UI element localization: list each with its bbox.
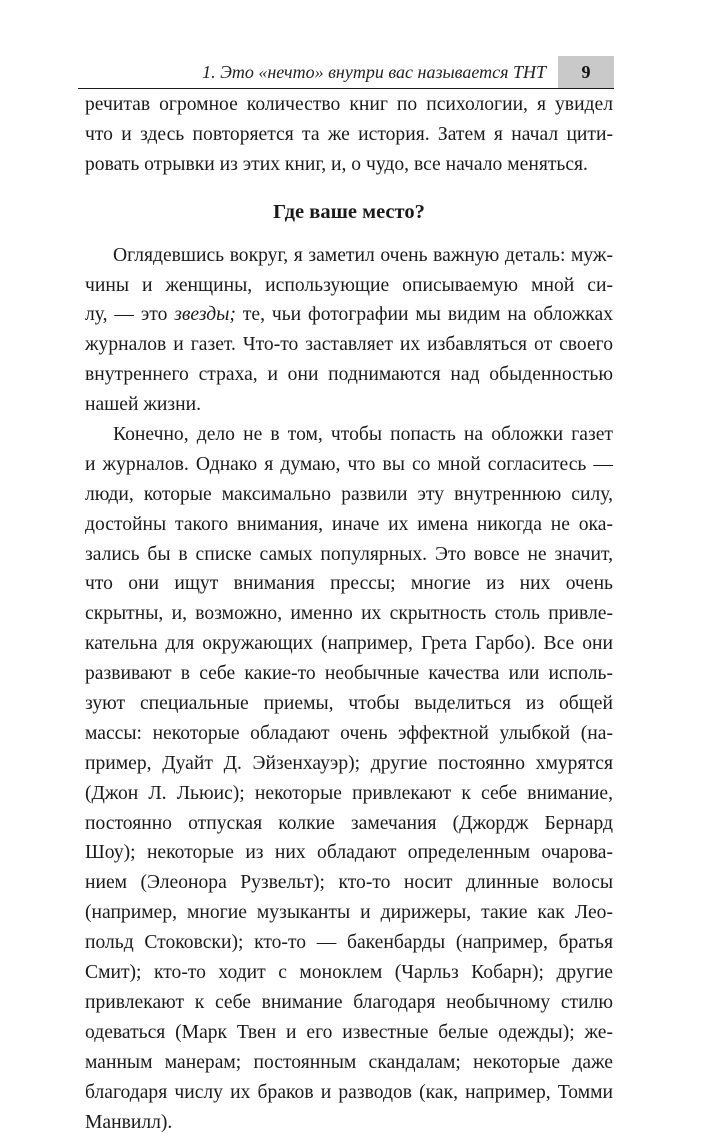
text-line: Смит); кто-то ходит с моноклем (Чарльз Кобарн); другие xyxy=(85,958,613,988)
text-line: Оглядевшись вокруг, я заметил очень важную деталь: муж- xyxy=(85,241,613,271)
text-line: развивают в себе какие-то необычные качества или исполь- xyxy=(85,659,613,689)
text-line: манным манерам; постоянным скандалам; некоторые даже xyxy=(85,1048,613,1078)
text-line: пример, Дуайт Д. Эйзенхауэр); другие постоянно хмурятся xyxy=(85,749,613,779)
text-line: нашей жизни. xyxy=(85,390,613,420)
text-line: внутреннего страха, и они поднимаются над обыденностью xyxy=(85,360,613,390)
text-line: Манвилл). xyxy=(85,1108,613,1137)
text-line: зуют специальные приемы, чтобы выделиться из общей xyxy=(85,689,613,719)
text-line: скрытны, и, возможно, именно их скрытность столь привле- xyxy=(85,599,613,629)
text-fragment: те, чьи фотографии мы видим на обложках xyxy=(236,304,613,325)
text-line: благодаря числу их браков и разводов (как, например, Томми xyxy=(85,1078,613,1108)
text-line: люди, которые максимально развили эту внутреннюю силу, xyxy=(85,480,613,510)
text-line: привлекают к себе внимание благодаря необычному стилю xyxy=(85,988,613,1018)
text-line: Шоу); некоторые из них обладают определенным очарова- xyxy=(85,838,613,868)
text-line: польд Стоковски); кто-то — бакенбарды (например, братья xyxy=(85,928,613,958)
text-line: кательна для окружающих (например, Грета Гарбо). Все они xyxy=(85,629,613,659)
text-line: речитав огромное количество книг по психологии, я увидел xyxy=(85,90,613,120)
text-line: и журналов. Однако я думаю, что вы со мной согласитесь — xyxy=(85,450,613,480)
text-line: чины и женщины, использующие описываемую мной си- xyxy=(85,271,613,301)
chapter-running-title: 1. Это «нечто» внутри вас называется ТНТ xyxy=(202,62,546,83)
text-line: что и здесь повторяется та же история. Затем я начал цити- xyxy=(85,120,613,150)
running-header xyxy=(78,56,614,89)
text-line: (Джон Л. Льюис); некоторые привлекают к себе внимание, xyxy=(85,779,613,809)
text-line xyxy=(85,300,613,330)
text-line: зались бы в списке самых популярных. Это вовсе не значит, xyxy=(85,540,613,570)
text-line: что они ищут внимания прессы; многие из них очень xyxy=(85,569,613,599)
text-fragment: лу, — это xyxy=(85,304,174,325)
page-number: 9 xyxy=(558,56,614,88)
text-line: журналов и газет. Что-то заставляет их избавляться от своего xyxy=(85,330,613,360)
text-line: нием (Элеонора Рузвельт); кто-то носит длинные волосы xyxy=(85,868,613,898)
section-heading: Где ваше место? xyxy=(85,189,613,229)
text-line: достойны такого внимания, иначе их имена никогда не ока- xyxy=(85,510,613,540)
text-line: ровать отрывки из этих книг, и, о чудо, все начало меняться. xyxy=(85,150,613,180)
text-line: постоянно отпуская колкие замечания (Джордж Бернард xyxy=(85,809,613,839)
text-line: массы: некоторые обладают очень эффектной улыбкой (на- xyxy=(85,719,613,749)
emphasized-word: звезды; xyxy=(174,304,236,325)
text-line: одеваться (Марк Твен и его известные белые одежды); же- xyxy=(85,1018,613,1048)
body-text xyxy=(85,90,613,1137)
text-line: Конечно, дело не в том, чтобы попасть на обложки газет xyxy=(85,420,613,450)
text-line: (например, многие музыканты и дирижеры, такие как Лео- xyxy=(85,898,613,928)
